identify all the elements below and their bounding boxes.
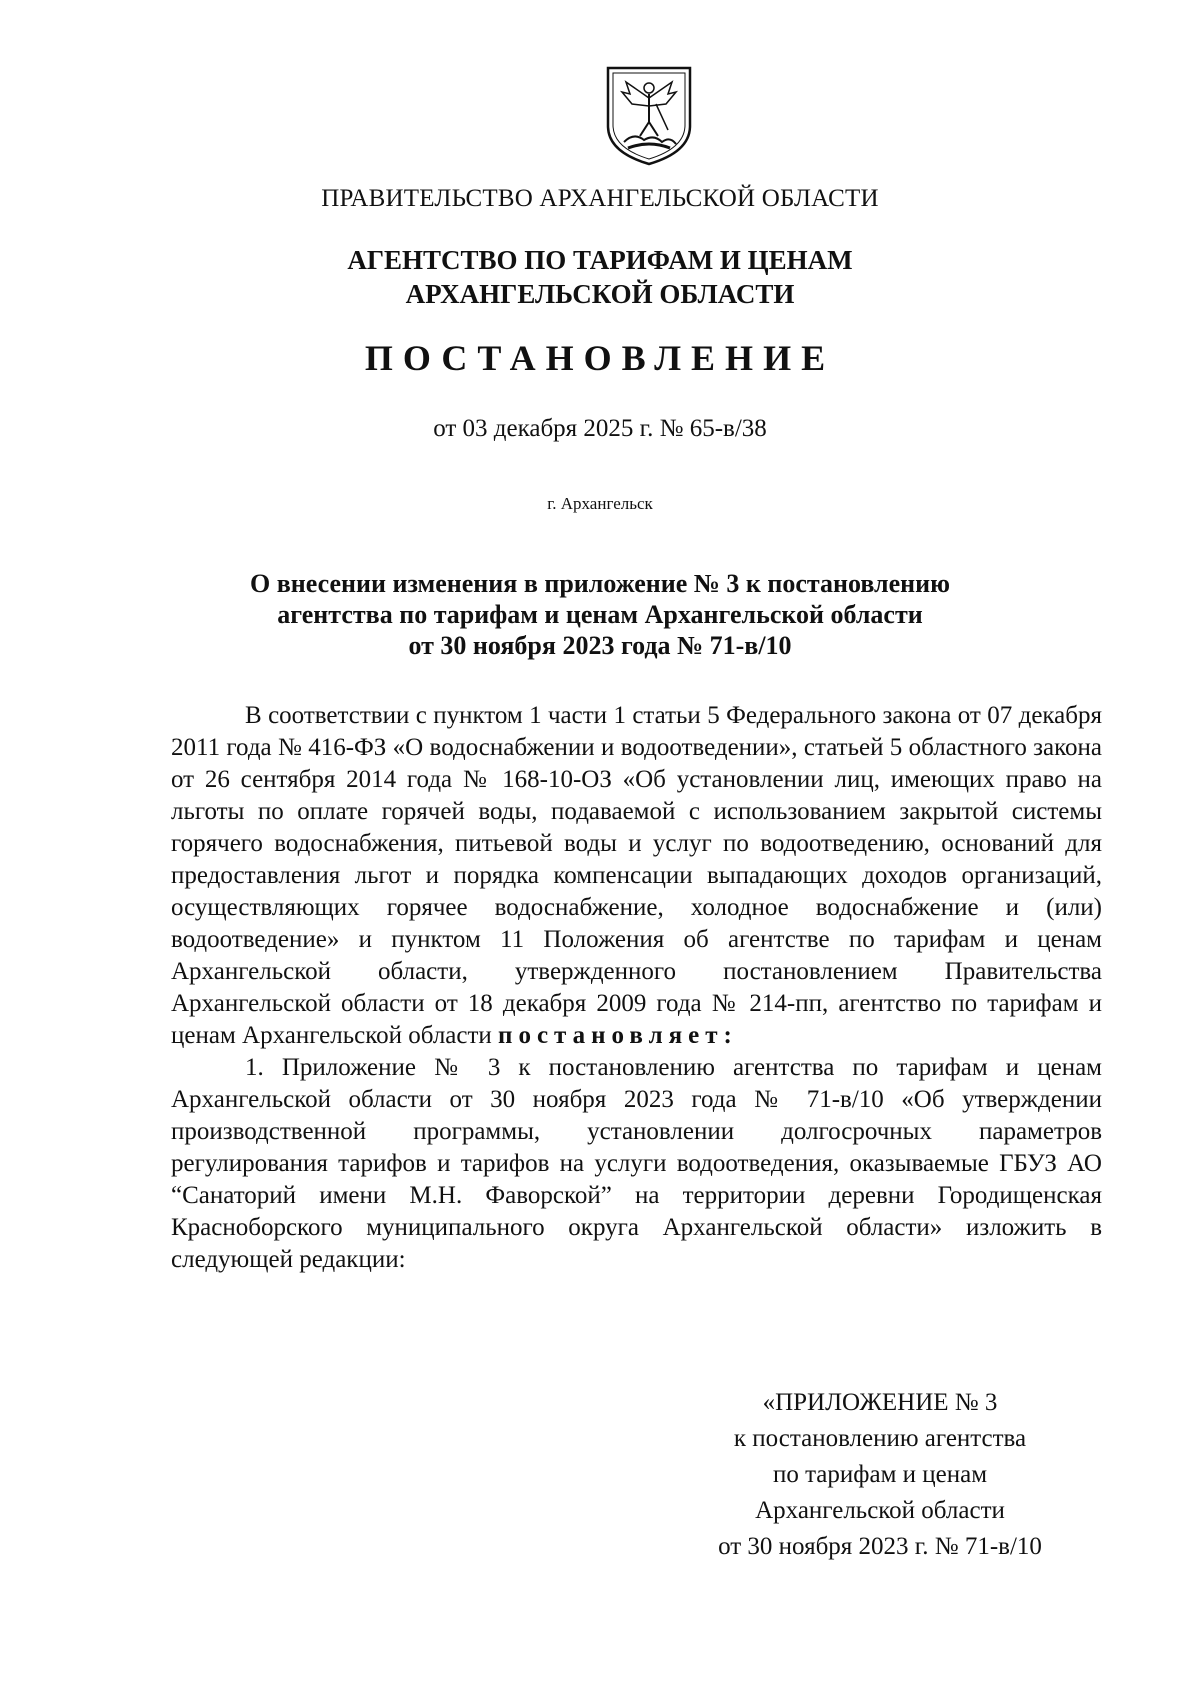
agency-name <box>0 243 1200 311</box>
appendix-header <box>690 1385 1070 1565</box>
document-date-number: от 03 декабря 2025 г. № 65-в/38 <box>433 415 767 442</box>
subject-line2: агентства по тарифам и ценам Архангельской области <box>277 600 923 629</box>
document-city: г. Архангельск <box>547 494 653 513</box>
appendix-line4: Архангельской области <box>755 1497 1005 1524</box>
subject-line1: О внесении изменения в приложение № 3 к постановлению <box>250 569 950 598</box>
resolves-keyword: постановляет: <box>498 1022 738 1049</box>
document-subject <box>0 568 1200 661</box>
coat-of-arms-emblem <box>604 64 694 168</box>
preamble-text: В соответствии с пунктом 1 части 1 статьи 5 Федерального закона от 07 декабря 2011 года № 416-ФЗ «О водоснабжении и водоотведении», статьей 5 областного закона от 26 сентября 2014 года № 168-10-ОЗ «Об установлении лиц, имеющих право на льготы по оплате горячей воды, подаваемой с использованием закрытой системы горячего водоснабжения, питьевой воды и услуг по водоотведению, оснований для предоставления льгот и порядка компенсации выпадающих доходов организаций, осуществляющих горячее водоснабжение, холодное водоснабжение и (или) водоотведение» и пунктом 11 Положения об агентстве по тарифам и ценам Архангельской области, утвержденного постановлением Правительства Архангельской области от 18 декабря 2009 года № 214-пп, агентство по тарифам и ценам Архангельской области <box>171 702 1102 1049</box>
appendix-line3: по тарифам и ценам <box>772 1461 988 1488</box>
appendix-line1: «ПРИЛОЖЕНИЕ № 3 <box>762 1389 998 1416</box>
agency-name-line1: АГЕНТСТВО ПО ТАРИФАМ И ЦЕНАМ <box>347 245 853 275</box>
government-name: ПРАВИТЕЛЬСТВО АРХАНГЕЛЬСКОЙ ОБЛАСТИ <box>321 185 879 212</box>
agency-name-line2: АРХАНГЕЛЬСКОЙ ОБЛАСТИ <box>405 279 795 309</box>
appendix-line2: к постановлению агентства <box>733 1425 1027 1452</box>
body-paragraph-preamble <box>171 700 1102 1052</box>
appendix-line5: от 30 ноября 2023 г. № 71-в/10 <box>718 1533 1042 1560</box>
subject-line3: от 30 ноября 2023 года № 71-в/10 <box>408 631 792 660</box>
body-paragraph-item1: 1. Приложение № 3 к постановлению агентства по тарифам и ценам Архангельской области от 30 ноября 2023 года № 71-в/10 «Об утверждении производственной программы, установлении долгосрочных параметров регулирования тарифов и тарифов на услуги водоотведения, оказываемые ГБУЗ АО “Санаторий имени М.Н. Фаворской” на территории деревни Городищенская Красноборского муниципального округа Архангельской области» изложить в следующей редакции: <box>171 1054 1102 1273</box>
document-body <box>171 700 1102 1276</box>
document-type-title: ПОСТАНОВЛЕНИЕ <box>364 338 836 378</box>
